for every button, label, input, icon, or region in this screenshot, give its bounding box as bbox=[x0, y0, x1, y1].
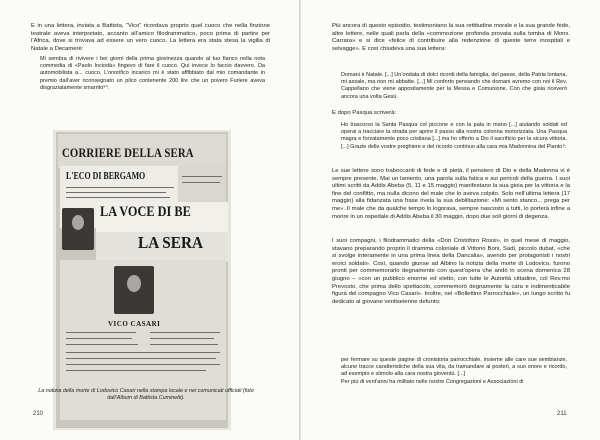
article-text-3 bbox=[66, 344, 138, 345]
article-text-5 bbox=[150, 338, 214, 339]
masthead-sera: LA SERA bbox=[138, 233, 204, 252]
right-paragraph-3: Le sue lettere sono traboccanti di fede e di pietà, il pensiero di Dio e della Madonna vi è sempre presente. Mai un lamento, una parola sulla fatica e sui pericoli della guerra. I suoi ultimi scritti da Addis Abeba (5, 11 e 15 maggio) manifestano la sua gioia per la vittoria e la fine del conflitto, ma nulla dicono del male che lo aveva colpito. Solo nell’ultima lettera (17 maggio) alla fidanzata una frase rivela la sua debilitazione: «Mi sento stanco... prega per me». Il male che da qualche tempo lo logorava, sempre nascosto a tutti, lo porterà infine a morire in un ospedale di Addis Abeba il 30 maggio, dopo due soli giorni di degenza. bbox=[332, 168, 570, 220]
masthead-corriere: CORRIERE DELLA SERA bbox=[62, 146, 194, 160]
right-quote-1: Domani è Natale. [...] Un’ondata di dolci ricordi della famiglia, del paese, della Patria lontana, mi assale, ma non mi abbatte. [...] Mi conforto pensando che domani avremo con noi il Rev. Cappellano che viene appositamente per la Messa e Comunione. Con che gioia riceverò ancora una volta Gesù. bbox=[341, 72, 567, 100]
portrait-photo-left bbox=[62, 208, 94, 250]
article-text-4 bbox=[150, 332, 220, 333]
right-page bbox=[301, 0, 600, 440]
article-text-2 bbox=[66, 338, 132, 339]
masthead-eco: L'ECO DI BERGAMO bbox=[66, 170, 146, 182]
page-number-left: 210 bbox=[33, 411, 44, 417]
article-text-9 bbox=[66, 364, 220, 365]
article-text-1 bbox=[66, 332, 136, 333]
column-lines-1 bbox=[66, 187, 174, 188]
left-paragraph-1: E in una lettera, inviata a Battista, “Vico” ricordava proprio quel cuoco che nella finzione teatrale aveva interpretato, accanto all’amico filodrammatico, poco prima di partire per l’Africa, dove si trovava ad essere un vero cuoco. La lettera era stata stesa la vigilia di Natale a Decamerè: bbox=[31, 23, 270, 52]
right-quote-3: per fermare su queste pagine di cronistoria parrocchiale, insieme alle care sue sembianze, alcune tracce caratteristiche della sua vita, da tramandare ai posteri, a suo onore e ricordo, ad esempio e stimolo alla cara nostra gioventù. [...] Per più di vent’anni ha militato nelle nostre Congregazioni e Associazioni di bbox=[341, 357, 567, 385]
portrait-photo-center bbox=[114, 266, 154, 314]
right-paragraph-2: E dopo Pasqua scriverà: bbox=[332, 110, 397, 116]
portrait-face-left bbox=[72, 215, 84, 230]
portrait-face-center bbox=[127, 275, 141, 292]
column-lines-3 bbox=[66, 197, 170, 198]
masthead-voce: LA VOCE DI BE bbox=[100, 204, 191, 220]
photo-caption: La notizia della morte di Lodovico Casari nella stampa locale e nei comunicati ufficiali (foto dall’Album di Battista Cuminetti). bbox=[38, 388, 254, 401]
article-text-6 bbox=[150, 344, 218, 345]
right-paragraph-4: I suoi compagni, i filodrammatici della «Don Cristoforo Rossi», in quel mese di maggio, stavano preparando proprio il dramma coloniale di Vittorio Boni, Sadi, piccolo dubat, «che si svolge interamente in una prima linea della Dancalia», avendo per protagonisti i nostri eroici soldati». Così, quando giunse ad Albino la notizia della morte di Lodovico, furono pronti per commemorarlo degnamente con quest’opera che andò in scena domenica 28 giugno – «con un pubblico enorme ed eletto, con tutte le Autorità cittadine, col Rev.mo Prevosto, che prima dello spettacolo, commemorò degnamente la cara e indimenticabile figura del compagno Vico Casari». Inoltre, nel «Bollettino Parrocchiale», un lungo scritto fu dedicato al giovane ventiseienne defunto: bbox=[332, 238, 570, 305]
newspaper-collage bbox=[56, 132, 228, 428]
article-text-7 bbox=[66, 352, 220, 353]
left-quote-1: Mi sembra di rivivere i bei giorni della prima giovinezza quando al tuo fianco nella nota commedia di «Paolo Inciodà» fingevo di fare il cuoco. Qui invece lo faccio davvero. Da automobilista a... cuoco. L’onorifico incarico mi è stato affibbiato dal mio comandante in premio dall’aver riconsegnato un plico contenente 200 lire che un povero Furiere aveva disgraziatamente smarrito⁹⁴. bbox=[40, 56, 265, 91]
small-sheet-lines-2 bbox=[182, 182, 220, 183]
left-page bbox=[0, 0, 299, 440]
right-paragraph-1: Più ancora di questo episodio, testimoniano la sua rettitudine morale e la sua grande fede, altre lettere, nelle quali parla della «commozione profonda provata sulla tomba di Mons. Carrara» e si dice «felice di contribuire alla redenzione di queste terre inospitali e selvagge». E così chiudeva una sua lettera: bbox=[332, 23, 570, 52]
column-lines-2 bbox=[66, 192, 166, 193]
article-text-10 bbox=[66, 370, 206, 371]
small-sheet-lines-1 bbox=[182, 176, 222, 177]
page-number-right: 211 bbox=[557, 411, 567, 417]
newspaper-collage-photo bbox=[53, 130, 231, 430]
right-quote-2: Ho trascorso la Santa Pasqua col piccone e con la pala in mano [...] aiutando soldati ed operai a tracciare la strada per aprire il passo alla nostra colonna motorizzata. Una Pasqua magra e forzatamente poco cristiana [...] ma ho offerto a Dio il sacrificio per la sicura vittoria. [...] Grazie delle vostre preghiere e del ricordo continuo alla cara mia Madonnina del Pianto⁹. bbox=[341, 122, 567, 150]
article-text-8 bbox=[66, 358, 216, 359]
name-label-vico-casari: VICO CASARI bbox=[108, 320, 161, 328]
